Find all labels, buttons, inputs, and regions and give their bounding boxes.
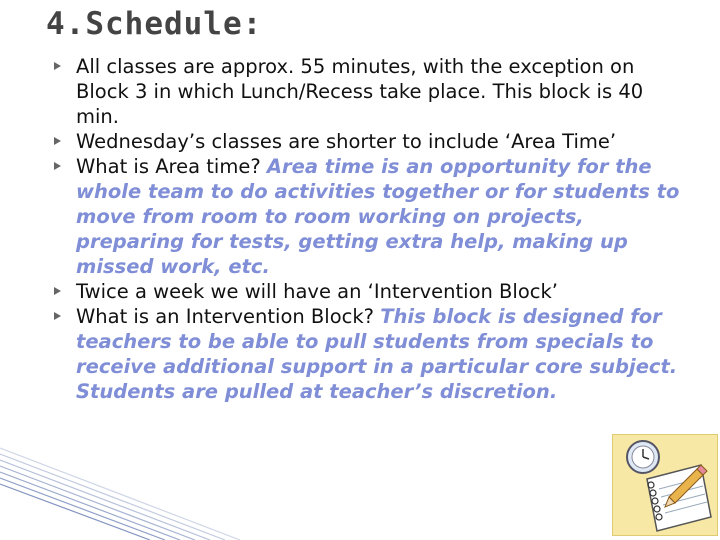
notebook-clock-pencil-icon bbox=[612, 434, 718, 536]
bullet-item-2 bbox=[50, 129, 690, 154]
triangle-bullet-icon bbox=[54, 62, 61, 70]
bullet-list bbox=[50, 54, 690, 404]
bullet-item-3 bbox=[50, 154, 690, 279]
bullet-item-1 bbox=[50, 54, 690, 129]
triangle-bullet-icon bbox=[54, 287, 61, 295]
bullet-item-5 bbox=[50, 304, 690, 404]
triangle-bullet-icon bbox=[54, 137, 61, 145]
bullet-text: What is Area time? bbox=[76, 155, 267, 178]
bullet-highlight: Area time is an opportunity for the whole team to do activities together or for students to move from room to room working on projects, preparing for tests, getting extra help, making up missed work, etc. bbox=[76, 155, 680, 278]
triangle-bullet-icon bbox=[54, 312, 61, 320]
bullet-text: Twice a week we will have an ‘Intervention Block’ bbox=[76, 280, 558, 303]
bullet-text: Wednesday’s classes are shorter to include ‘Area Time’ bbox=[76, 130, 617, 153]
clipart-drawing bbox=[613, 435, 717, 535]
bullet-text: What is an Intervention Block? bbox=[76, 305, 381, 328]
bullet-text: All classes are approx. 55 minutes, with the exception on Block 3 in which Lunch/Recess take place. This block is 40 min. bbox=[76, 55, 644, 128]
triangle-bullet-icon bbox=[54, 162, 61, 170]
slide-title: 4.Schedule: bbox=[46, 6, 263, 42]
bullet-highlight: This block is designed for teachers to be able to pull students from specials to receive additional support in a particular core subject. Students are pulled at teacher’s discretion. bbox=[76, 305, 678, 403]
bullet-item-4 bbox=[50, 279, 690, 304]
